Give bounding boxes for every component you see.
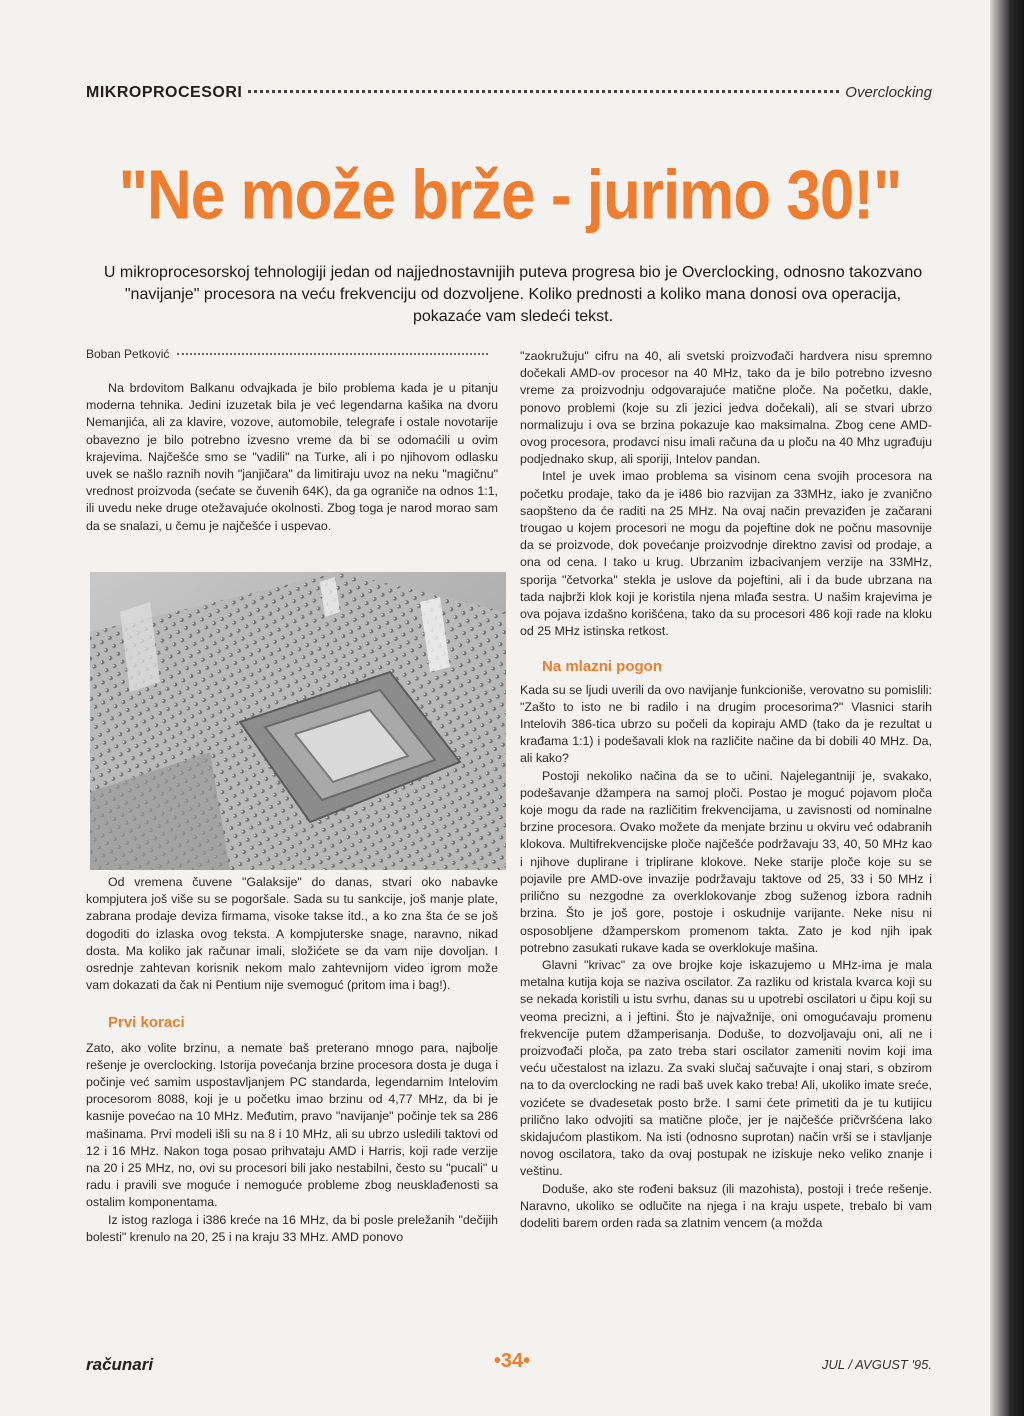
header-dot-leader — [248, 90, 839, 93]
paragraph: Iz istog razloga i i386 kreće na 16 MHz, da bi posle preležanih "dečijih bolesti" krenulo na 20, 25 i na kraju 33 MHz. AMD ponovo — [86, 1212, 498, 1244]
magazine-name: računari — [86, 1355, 154, 1374]
author-name: Boban Petković — [86, 347, 170, 361]
paragraph: Glavni "krivac" za ove brojke koje iskazujemo u MHz-ima je mala metalna kutija koja se naziva oscilator. Za razliku od kristala kvarca koji su se nekada koristili u istu svrhu, danas su u upotrebi oscilatori u čipu koji su veoma precizni, a i jeftini. Što je najvažnije, oni omogućavaju promenu frekvencije putem džamperisanja. Doduše, to dozvoljavaju oni, ali ne i proizvođači ploča, pa zato treba stari oscilator zameniti novim koji ima veću učestalost na izlazu. Za svaki slučaj sačuvajte i onaj stari, s obzirom na to da overclocking ne radi baš uvek kako treba! Ali, ukoliko imate sreće, vozićete se dvadesetak posto brže. I sami ćete primetiti da je tu kutijicu prilično lako odvojiti sa matične ploče, jer je najčešće pričvršćena lako skidajućom plastikom. Na isti (odnosno suprotan) način vrši se i stavljanje novog oscilatora, tako da ovaj postupak ne iziskuje neko veliko znanje i veštinu. — [520, 957, 932, 1179]
page-edge-shadow — [990, 0, 1024, 1416]
byline — [86, 347, 494, 361]
paragraph: Od vremena čuvene "Galaksije" do danas, stvari oko nabavke kompjutera još više su se pogoršale. Sada su tu sankcije, još manje plate, zabrana prodaje deviza firmama, visoke takse itd., a ko zna šta će se još dogoditi do izlaska ovog teksta. A kompjuterske snage, naravno, nikad dosta. Ma koliko jak računar imali, složićete se da vam nije dovoljan. I osrednje zahtevan korisnik nekom malo zahtevnijom video igrom može vam dokazati da čak ni Pentium nije svemoguć (pritom ima i bag!). — [86, 875, 498, 993]
section-heading-prvi-koraci: Prvi koraci — [108, 1014, 185, 1032]
left-column-bottom — [86, 874, 498, 1246]
issue-date: JUL / AVGUST '95. — [821, 1357, 932, 1372]
article-title: "Ne može brže - jurimo 30!" — [118, 156, 902, 235]
left-column-top — [86, 380, 498, 535]
paragraph: Intel je uvek imao problema sa visinom cena svojih procesora na početku prodaje, tako da je i486 bio razvijan za 33MHz, iako je zvanično saopšteno da će raditi na 25 MHz. Na ovaj način prevaziđen je začarani trougao u kojem procesori ne mogu da pojeftine dok ne počnu masovnije da se proizvode, dok povećanje proizvodnje direktno zavisi od prodaje, a ona od cena. I tako u krug. Ubrzanim izbacivanjem verzije na 33MHz, sporija "četvorka" stekla je uslove da pojeftini, ali i da bude ubrzana na tada najbrži klok koji je koristila njena mlađa sestra. U našim krajevima je ova pojava izdašno korišćena, tako da su procesori 486 koji rade na kloku od 25 MHz istinska retkost. — [520, 469, 932, 639]
paragraph: Na brdovitom Balkanu odvajkada je bilo problema kada je u pitanju moderna tehnika. Jedini izuzetak bila je već legendarna kašika na dvoru Nemanjića, ali za klavire, vozove, automobile, telegrafe i ostale novotarije obavezno je bilo potrebno izvesno vreme da bi se odomaćili u ovim krajevima. Najčešće smo se "vadili" na Turke, ali i po njihovom odlasku uvek se našlo raznih novih "janjičara" da limitiraju uvoz na neku "magičnu" vrednost proizvoda (sećate se čuvenih 64K), da ga ograniče na odnos 1:1, ili uvedu neke druge otežavajuće okolnosti. Zbog toga je narod morao sam da se snalazi, u čemu je najčešće i uspevao. — [86, 381, 498, 533]
page-header — [86, 84, 932, 106]
byline-dot-leader — [177, 353, 488, 355]
section-heading-na-mlazni-pogon: Na mlazni pogon — [542, 658, 662, 676]
cpu-photo-illustration — [90, 572, 506, 870]
paragraph: "zaokružuju" cifru na 40, ali svetski proizvođači hardvera nisu spremno dočekali AMD-ov procesor na 40 MHz, tako da je bilo potrebno izvesno vreme za proizvodnju odgovarajuće matične ploče. Na početku, dakle, ponovo problemi (koje su zli jezici jedva dočekali), ali se stvari ubrzo normalizuju i ova se brzina pokazuje kao maksimalna. Zbog cene AMD-ovog procesora, prodavci nisu imali računa da u ploču na 40 Mhz ugrađuju podjednako skup, ali sporiji, Intelov pandan. — [520, 349, 932, 467]
right-column — [520, 348, 932, 1232]
topic-label: Overclocking — [845, 84, 932, 101]
section-label: MIKROPROCESORI — [86, 84, 243, 101]
page-number: •34• — [493, 1350, 531, 1372]
paragraph: Doduše, ako ste rođeni baksuz (ili mazohista), postoji i treće rešenje. Naravno, ukoliko se odlučite na njega i na kraju uspete, trebalo bi vam dodeliti barem orden rada sa zlatnim vencem (a možda — [520, 1181, 932, 1230]
paragraph: Postoji nekoliko načina da se to učini. Najelegantniji je, svakako, podešavanje džampera na samoj ploči. Postao je moguć pojavom ploča koje mogu da rade na različitim frekvencijama, u zavisnosti od nominalne brzine procesora. Ovako možete da menjate brzinu u okviru već odabranih klokova. Multifrekvencijske ploče najčešće podržavaju 33, 40, 50 MHz kao i njihove duplirane i triplirane klokove. Neke starije ploče koje su se pojavile pre AMD-ove invazije podržavaju taktove od 25, 33 i 50 MHz i prilično su nezgodne za overklokovanje zbog suženog izbora radnih brzina. Što je još gore, postoje i oskudnije varijante. Neke nisu ni osposobljene džamperskom promenom takta. Zato je kod njih ipak potrebno zasukati rukave kada se overklokuje mašina. — [520, 768, 932, 955]
paragraph: Kada su se ljudi uverili da ovo navijanje funkcioniše, verovatno su pomislili: "Zašto to isto ne bi radilo i na drugim procesorima?" Vlasnici starih Intelovih 386-tica ubrzo su počeli da kopiraju AMD (tako da je rezultat u krađama 1:1) i podešavali klok na različite načine da bi dobili 40 MHz. Da, ali kako? — [520, 682, 932, 766]
paragraph: Zato, ako volite brzinu, a nemate baš preterano mnogo para, najbolje rešenje je overclocking. Istorija povećanja brzine procesora dosta je duga i počinje već samim uspostavljanjem PC standarda, legendarnim Intelovim procesorom 8088, koji je u početku imao brzinu od 4,77 MHz, da bi je kasnije povećao na 10 MHz. Međutim, pravo "navijanje" počinje tek sa 286 mašinama. Prvi modeli išli su na 8 i 10 MHz, ali su ubrzo usledili taktovi od 12 i 16 MHz. Nakon toga posao prihvataju AMD i Harris, koji rade verzije na 20 i 25 MHz, no, ovi su procesori bili jako nestabilni, često su "pucali" u radu i pravili sve moguće i nemoguće probleme zbog neusklađenosti sa ostalim komponentama. — [86, 1040, 498, 1210]
article-lead: U mikroprocesorskoj tehnologiji jedan od najjednostavnijih puteva progresa bio je Overclocking, odnosno takozvano "navijanje" procesora na veću frekvenciju od dozvoljene. Koliko prednosti a koliko mana donosi ova operacija, pokazaće vam sledeći tekst. — [103, 264, 923, 325]
cpu-socket-photo — [90, 572, 506, 870]
